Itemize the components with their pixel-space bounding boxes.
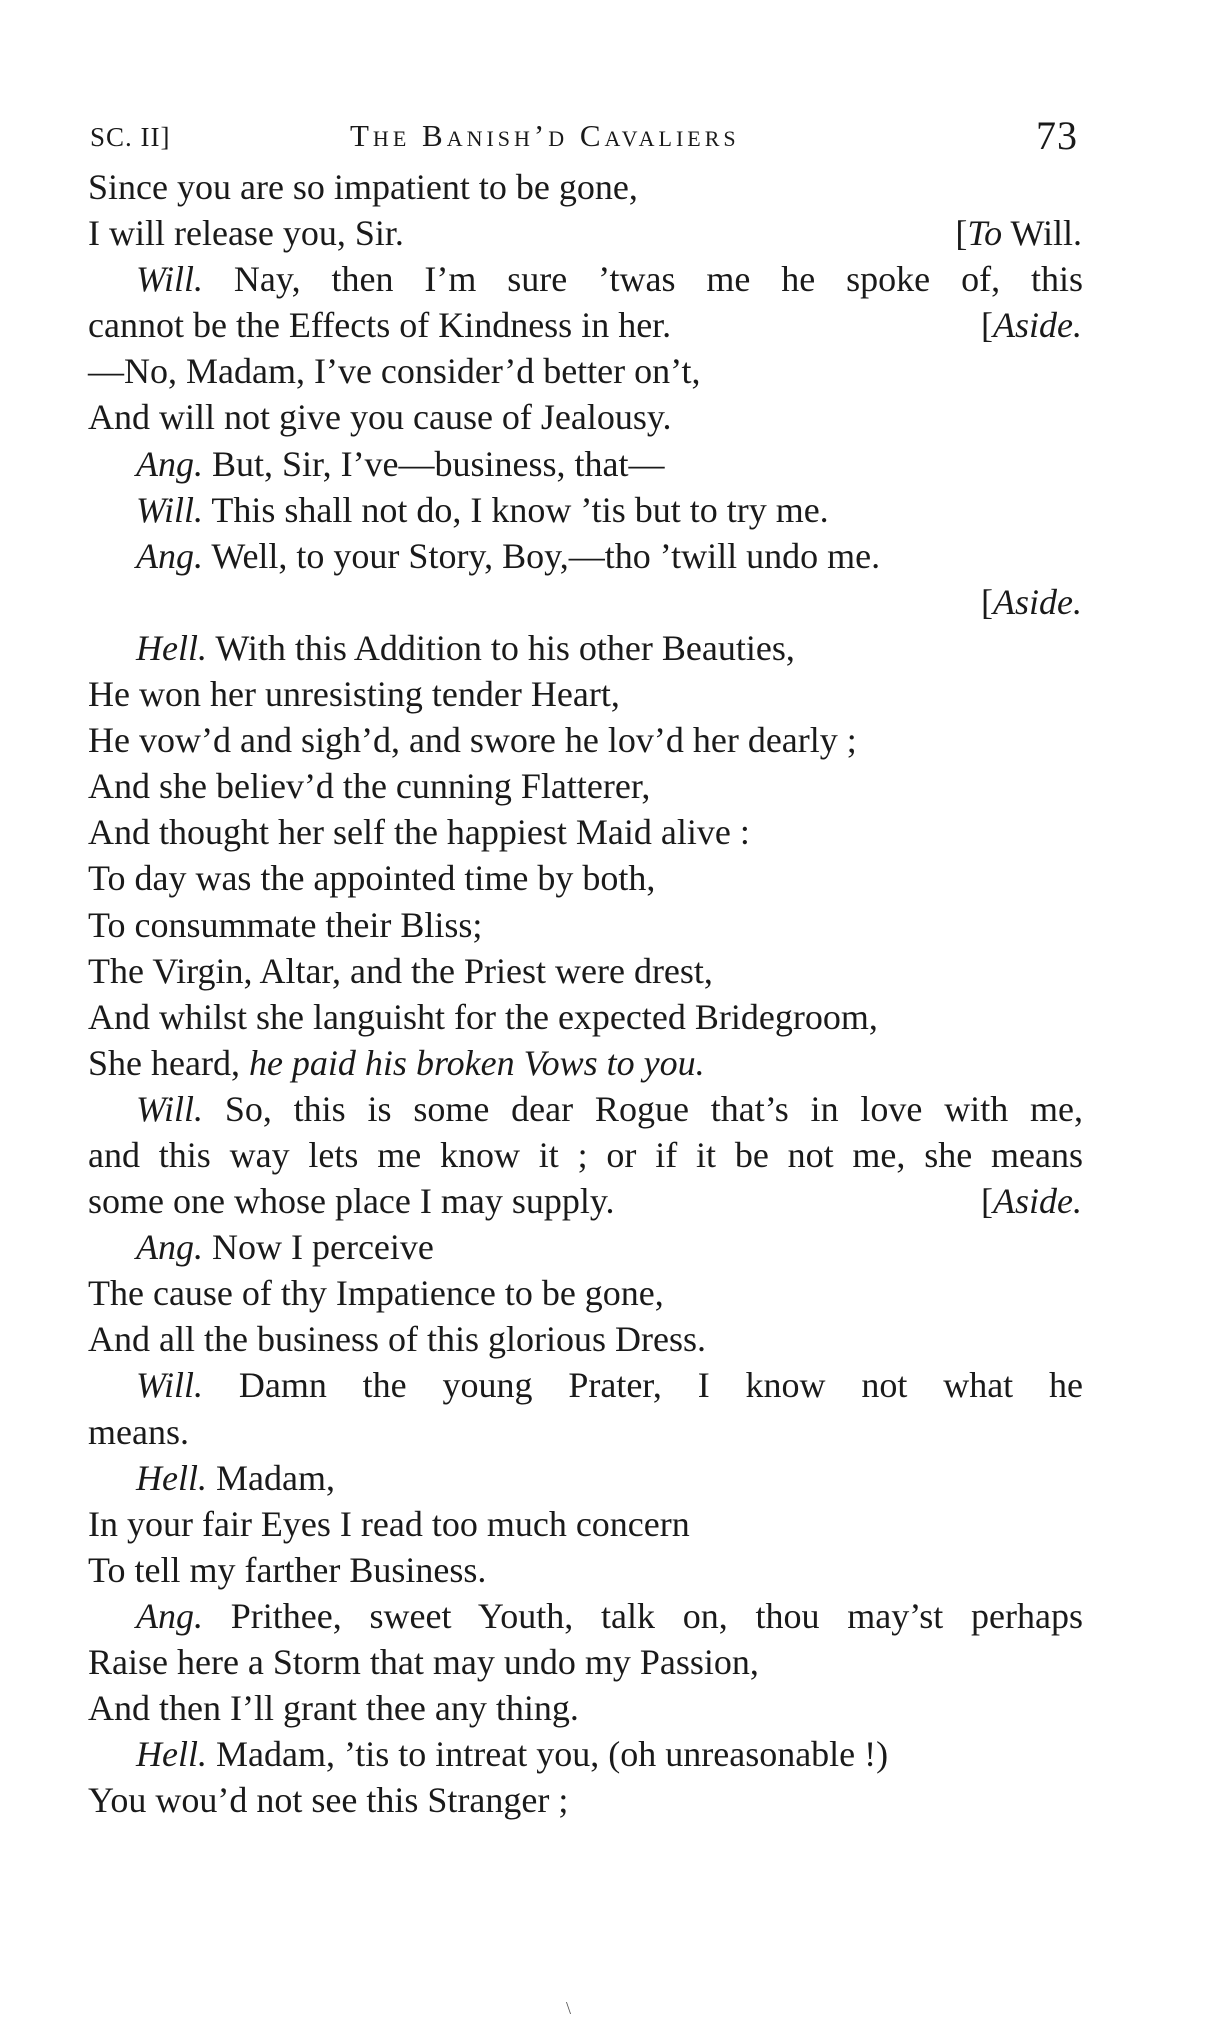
- line-text: And all the business of this glorious Dress.: [88, 1319, 706, 1360]
- text-line: [88, 487, 1088, 533]
- speaker-name: Ang.: [136, 535, 203, 576]
- text-line: [88, 533, 1088, 579]
- text-line: [88, 394, 1088, 440]
- text-line: [88, 164, 1088, 210]
- line-text: Raise here a Storm that may undo my Passion,: [88, 1642, 759, 1682]
- text-line: [88, 1270, 1088, 1316]
- play-text: [88, 164, 1088, 1823]
- stage-direction: [981, 1178, 1082, 1224]
- text-line: [88, 994, 1088, 1040]
- line-text: You wou’d not see this Stranger ;: [88, 1780, 569, 1821]
- speaker-name: Ang.: [136, 443, 203, 484]
- line-text: But, Sir, I’ve—business, that—: [203, 443, 665, 484]
- speaker-name: Hell.: [136, 627, 207, 668]
- stage-direction: [981, 579, 1082, 625]
- speaker-name: Will.: [136, 489, 204, 530]
- text-line: [88, 1086, 1083, 1132]
- line-text: Nay, then I’m sure ’twas me he spoke of, this: [203, 259, 1083, 300]
- line-text: In your fair Eyes I read too much concern: [88, 1503, 690, 1544]
- text-line: [88, 1409, 1088, 1455]
- line-text: some one whose place I may supply.: [88, 1181, 615, 1222]
- direction-bracket: [: [981, 581, 994, 622]
- text-line: [88, 1132, 1083, 1178]
- line-text: cannot be the Effects of Kindness in her.: [88, 305, 672, 346]
- running-title: The Banish’d Cavaliers: [350, 118, 740, 153]
- scene-marker: SC. II]: [90, 122, 171, 152]
- line-text: Madam, ’tis to intreat you, (oh unreasonable !): [206, 1734, 889, 1775]
- text-line: [88, 1040, 1088, 1086]
- line-text: Since you are so impatient to be gone,: [88, 167, 638, 207]
- text-line: [88, 1777, 1088, 1823]
- text-line: [88, 1731, 1088, 1777]
- line-text: Madam,: [206, 1457, 335, 1498]
- text-line: [88, 579, 1088, 625]
- speaker-name: Ang.: [136, 1595, 203, 1636]
- text-line: [88, 902, 1088, 948]
- text-line: [88, 855, 1088, 901]
- text-line: [88, 1547, 1088, 1593]
- text-line: [88, 210, 1088, 256]
- direction-bracket: [: [955, 213, 968, 254]
- line-text: He won her unresisting tender Heart,: [88, 674, 620, 715]
- line-text: To day was the appointed time by both,: [88, 858, 656, 899]
- line-text: The Virgin, Altar, and the Priest were drest,: [88, 950, 713, 991]
- speaker-name: Will.: [136, 1365, 204, 1406]
- text-line: [88, 1178, 1088, 1224]
- line-text: And thought her self the happiest Maid alive :: [88, 812, 750, 853]
- direction-italic: Aside.: [993, 1181, 1082, 1222]
- book-page: [88, 110, 1088, 1823]
- direction-italic: To: [967, 213, 1003, 254]
- speaker-name: Hell.: [136, 1734, 207, 1775]
- line-text: She heard,: [88, 1042, 249, 1083]
- line-text: To consummate their Bliss;: [88, 904, 483, 945]
- text-line: [88, 348, 1088, 394]
- text-line: [88, 763, 1088, 809]
- line-text: And will not give you cause of Jealousy.: [88, 397, 672, 438]
- line-text: Damn the young Prater, I know not what he: [203, 1365, 1083, 1406]
- text-line: [88, 717, 1088, 763]
- page-number: 73: [1036, 113, 1078, 158]
- line-text: I will release you, Sir.: [88, 213, 404, 254]
- text-line: [88, 625, 1088, 671]
- line-text: This shall not do, I know ’tis but to try me.: [203, 489, 829, 530]
- line-text: And then I’ll grant thee any thing.: [88, 1688, 579, 1729]
- direction-italic: Aside.: [993, 581, 1082, 622]
- text-line: [88, 1593, 1083, 1639]
- direction-text: Will.: [1002, 213, 1082, 254]
- direction-bracket: [: [981, 1181, 994, 1222]
- text-line: [88, 1362, 1083, 1408]
- stage-direction: [981, 302, 1082, 348]
- line-text: He vow’d and sigh’d, and swore he lov’d her dearly ;: [88, 720, 857, 761]
- text-line: [88, 1639, 1088, 1685]
- line-text: —No, Madam, I’ve consider’d better on’t,: [88, 351, 701, 392]
- text-line: [88, 441, 1088, 487]
- text-line: [88, 1501, 1088, 1547]
- line-text: And whilst she languisht for the expected Bridegroom,: [88, 996, 878, 1037]
- line-text: With this Addition to his other Beauties,: [206, 627, 795, 668]
- stage-direction: [955, 210, 1082, 256]
- text-line: [88, 1224, 1088, 1270]
- line-text: means.: [88, 1411, 189, 1452]
- text-line: [88, 809, 1088, 855]
- italic-text: he paid his broken Vows to you.: [248, 1042, 705, 1083]
- text-line: [88, 671, 1088, 717]
- line-text: The cause of thy Impatience to be gone,: [88, 1273, 664, 1314]
- speaker-name: Hell.: [136, 1457, 207, 1498]
- printer-mark: \: [566, 1998, 572, 2018]
- text-line: [88, 1316, 1088, 1362]
- speaker-name: Ang.: [136, 1227, 203, 1268]
- text-line: [88, 948, 1088, 994]
- running-header: [88, 110, 1088, 164]
- line-text: Well, to your Story, Boy,—tho ’twill undo me.: [203, 535, 881, 576]
- line-text: So, this is some dear Rogue that’s in love with me,: [203, 1088, 1083, 1129]
- text-line: [88, 302, 1088, 348]
- direction-italic: Aside.: [993, 305, 1082, 346]
- line-text: and this way lets me know it ; or if it be not me, she means: [88, 1134, 1083, 1175]
- speaker-name: Will.: [136, 1088, 204, 1129]
- line-text: To tell my farther Business.: [88, 1549, 487, 1590]
- text-line: [88, 1455, 1088, 1501]
- line-text: And she believ’d the cunning Flatterer,: [88, 766, 651, 807]
- text-line: [88, 1685, 1088, 1731]
- line-text: Prithee, sweet Youth, talk on, thou may’st perhaps: [203, 1595, 1083, 1636]
- direction-bracket: [: [981, 305, 994, 346]
- speaker-name: Will.: [136, 259, 204, 300]
- text-line: [88, 256, 1083, 302]
- line-text: Now I perceive: [203, 1227, 434, 1268]
